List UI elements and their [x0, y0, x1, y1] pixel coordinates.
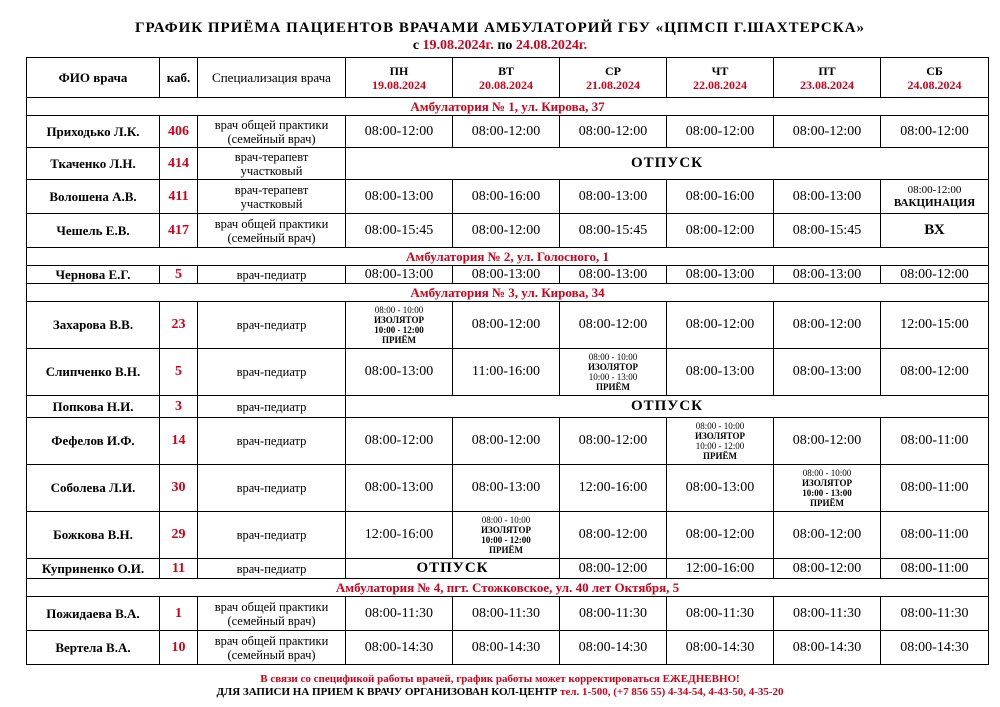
- vaccination-cell: 08:00-12:00 ВАКЦИНАЦИЯ: [881, 180, 989, 214]
- specialization: врач-педиатр: [198, 396, 346, 418]
- room-number: 30: [160, 465, 198, 512]
- time-cell: 08:00-12:00: [560, 302, 667, 349]
- table-row: [27, 349, 989, 396]
- specialization: врач-терапевт участковый: [198, 180, 346, 214]
- time-cell: 08:00-12:00: [453, 302, 560, 349]
- room-number: 414: [160, 148, 198, 180]
- doctor-name: Пожидаева В.А.: [27, 597, 160, 631]
- date-range-prefix: с: [412, 38, 420, 53]
- time-cell: 08:00-11:00: [881, 559, 989, 579]
- time-cell: 08:00-13:00: [346, 266, 453, 284]
- date-range-mid: по: [497, 38, 513, 53]
- doctor-name: Куприненко О.И.: [27, 559, 160, 579]
- room-number: 5: [160, 266, 198, 284]
- time-cell: 08:00-12:00: [881, 266, 989, 284]
- doctor-name: Божкова В.Н.: [27, 512, 160, 559]
- header-day-sat: СБ 24.08.2024: [881, 58, 989, 98]
- time-cell: 08:00-12:00: [667, 116, 774, 148]
- date-from: 19.08.2024г.: [422, 38, 494, 53]
- doctor-name: Чешель Е.В.: [27, 214, 160, 248]
- time-cell: 08:00-12:00: [774, 512, 881, 559]
- doctor-name: Соболева Л.И.: [27, 465, 160, 512]
- time-cell: 08:00-15:45: [774, 214, 881, 248]
- time-cell: 08:00-13:00: [346, 180, 453, 214]
- time-cell: 08:00-13:00: [560, 180, 667, 214]
- time-cell: 08:00-12:00: [774, 302, 881, 349]
- time-cell: 08:00-12:00: [667, 214, 774, 248]
- time-cell: 08:00-13:00: [560, 266, 667, 284]
- section-title-3: Амбулатория № 3, ул. Кирова, 34: [27, 284, 989, 302]
- room-number: 5: [160, 349, 198, 396]
- time-cell: 12:00-16:00: [560, 465, 667, 512]
- time-cell: 08:00-12:00: [774, 559, 881, 579]
- table-header-row: [27, 58, 989, 98]
- section-row: [27, 248, 989, 266]
- room-number: 417: [160, 214, 198, 248]
- table-row: [27, 465, 989, 512]
- isolator-cell: 08:00 - 10:00 ИЗОЛЯТОР 10:00 - 13:00 ПРИЁМ: [774, 465, 881, 512]
- table-row: [27, 396, 989, 418]
- call-center-label: ДЛЯ ЗАПИСИ НА ПРИЕМ К ВРАЧУ ОРГАНИЗОВАН КОЛ-ЦЕНТР: [216, 686, 558, 698]
- time-cell: 08:00-11:30: [453, 597, 560, 631]
- header-room: каб.: [160, 58, 198, 98]
- table-row: [27, 148, 989, 180]
- header-day-fri: ПТ 23.08.2024: [774, 58, 881, 98]
- schedule-table: [26, 57, 989, 665]
- call-center-phones: тел. 1-500, (+7 856 55) 4-34-54, 4-43-50, 4-35-20: [560, 686, 784, 698]
- time-cell: 08:00-13:00: [774, 180, 881, 214]
- header-spec: Специализация врача: [198, 58, 346, 98]
- time-cell: 08:00-12:00: [667, 302, 774, 349]
- table-row: [27, 559, 989, 579]
- room-number: 23: [160, 302, 198, 349]
- time-cell: 08:00-11:30: [774, 597, 881, 631]
- specialization: врач-педиатр: [198, 512, 346, 559]
- time-cell: 08:00-11:30: [881, 597, 989, 631]
- specialization: врач-педиатр: [198, 349, 346, 396]
- time-cell: 08:00-16:00: [453, 180, 560, 214]
- doctor-name: Фефелов И.Ф.: [27, 418, 160, 465]
- table-row: [27, 214, 989, 248]
- doctor-name: Чернова Е.Г.: [27, 266, 160, 284]
- time-cell: 08:00-12:00: [774, 418, 881, 465]
- schedule-note: В связи со спецификой работы врачей, график работы может корректироваться ЕЖЕДНЕВНО!: [260, 673, 740, 685]
- time-cell: 08:00-15:45: [346, 214, 453, 248]
- vacation-cell: ОТПУСК: [346, 396, 989, 418]
- time-cell: 08:00-12:00: [560, 559, 667, 579]
- time-cell: 08:00-12:00: [453, 116, 560, 148]
- time-cell: 11:00-16:00: [453, 349, 560, 396]
- specialization: врач-педиатр: [198, 418, 346, 465]
- time-cell: 08:00-14:30: [453, 631, 560, 665]
- time-cell: 12:00-16:00: [346, 512, 453, 559]
- table-row: [27, 631, 989, 665]
- isolator-cell: 08:00 - 10:00 ИЗОЛЯТОР 10:00 - 12:00 ПРИЁМ: [453, 512, 560, 559]
- room-number: 3: [160, 396, 198, 418]
- vacation-cell: ОТПУСК: [346, 559, 560, 579]
- room-number: 11: [160, 559, 198, 579]
- header-day-mon: ПН 19.08.2024: [346, 58, 453, 98]
- room-number: 406: [160, 116, 198, 148]
- section-row: [27, 284, 989, 302]
- room-number: 411: [160, 180, 198, 214]
- specialization: врач-педиатр: [198, 559, 346, 579]
- time-cell: 08:00-11:30: [560, 597, 667, 631]
- time-cell: 08:00-13:00: [667, 266, 774, 284]
- isolator-cell: 08:00 - 10:00 ИЗОЛЯТОР 10:00 - 12:00 ПРИЁМ: [346, 302, 453, 349]
- time-cell: 08:00-11:00: [881, 512, 989, 559]
- time-cell: 08:00-11:30: [667, 597, 774, 631]
- section-title-4: Амбулатория № 4, пгт. Стожковское, ул. 40 лет Октября, 5: [27, 579, 989, 597]
- time-cell: 08:00-15:45: [560, 214, 667, 248]
- table-row: [27, 180, 989, 214]
- doctor-name: Вертела В.А.: [27, 631, 160, 665]
- time-cell: 08:00-12:00: [453, 418, 560, 465]
- time-cell: 08:00-12:00: [881, 349, 989, 396]
- time-cell: 08:00-13:00: [453, 266, 560, 284]
- specialization: врач-педиатр: [198, 266, 346, 284]
- doctor-name: Ткаченко Л.Н.: [27, 148, 160, 180]
- specialization: врач общей практики (семейный врач): [198, 116, 346, 148]
- doctor-name: Попкова Н.И.: [27, 396, 160, 418]
- room-number: 29: [160, 512, 198, 559]
- time-cell: 08:00-14:30: [881, 631, 989, 665]
- day-off-cell: ВХ: [881, 214, 989, 248]
- table-row: [27, 116, 989, 148]
- section-title-2: Амбулатория № 2, ул. Голосного, 1: [27, 248, 989, 266]
- table-row: [27, 302, 989, 349]
- header-day-wed: СР 21.08.2024: [560, 58, 667, 98]
- time-cell: 08:00-11:00: [881, 418, 989, 465]
- time-cell: 08:00-14:30: [560, 631, 667, 665]
- time-cell: 08:00-12:00: [560, 418, 667, 465]
- section-row: [27, 98, 989, 116]
- doctor-name: Захарова В.В.: [27, 302, 160, 349]
- isolator-cell: 08:00 - 10:00 ИЗОЛЯТОР 10:00 - 13:00 ПРИЁМ: [560, 349, 667, 396]
- doctor-name: Приходько Л.К.: [27, 116, 160, 148]
- call-center-info: [0, 686, 1000, 698]
- time-cell: 08:00-12:00: [346, 418, 453, 465]
- vacation-cell: ОТПУСК: [346, 148, 989, 180]
- time-cell: 08:00-12:00: [667, 512, 774, 559]
- table-row: [27, 512, 989, 559]
- time-cell: 08:00-13:00: [346, 465, 453, 512]
- date-to: 24.08.2024г.: [515, 38, 588, 53]
- specialization: врач общей практики (семейный врач): [198, 597, 346, 631]
- specialization: врач-педиатр: [198, 465, 346, 512]
- doctor-name: Волошена А.В.: [27, 180, 160, 214]
- header-name: ФИО врача: [27, 58, 160, 98]
- specialization: врач общей практики (семейный врач): [198, 214, 346, 248]
- room-number: 14: [160, 418, 198, 465]
- section-row: [27, 579, 989, 597]
- time-cell: 08:00-14:30: [346, 631, 453, 665]
- room-number: 1: [160, 597, 198, 631]
- specialization: врач-терапевт участковый: [198, 148, 346, 180]
- time-cell: 08:00-13:00: [667, 349, 774, 396]
- time-cell: 08:00-16:00: [667, 180, 774, 214]
- room-number: 10: [160, 631, 198, 665]
- table-row: [27, 597, 989, 631]
- section-title-1: Амбулатория № 1, ул. Кирова, 37: [27, 98, 989, 116]
- table-row: [27, 266, 989, 284]
- time-cell: 08:00-12:00: [881, 116, 989, 148]
- doctor-name: Слипченко В.Н.: [27, 349, 160, 396]
- header-day-tue: ВТ 20.08.2024: [453, 58, 560, 98]
- time-cell: 08:00-13:00: [346, 349, 453, 396]
- isolator-cell: 08:00 - 10:00 ИЗОЛЯТОР 10:00 - 12:00 ПРИЁМ: [667, 418, 774, 465]
- time-cell: 08:00-12:00: [346, 116, 453, 148]
- time-cell: 08:00-13:00: [667, 465, 774, 512]
- table-row: [27, 418, 989, 465]
- time-cell: 08:00-12:00: [774, 116, 881, 148]
- time-cell: 08:00-14:30: [774, 631, 881, 665]
- specialization: врач общей практики (семейный врач): [198, 631, 346, 665]
- header-day-thu: ЧТ 22.08.2024: [667, 58, 774, 98]
- time-cell: 08:00-12:00: [560, 116, 667, 148]
- time-cell: 08:00-13:00: [774, 349, 881, 396]
- date-range: [0, 38, 1000, 54]
- time-cell: 12:00-16:00: [667, 559, 774, 579]
- time-cell: 08:00-14:30: [667, 631, 774, 665]
- time-cell: 08:00-11:00: [881, 465, 989, 512]
- time-cell: 08:00-11:30: [346, 597, 453, 631]
- time-cell: 08:00-12:00: [560, 512, 667, 559]
- time-cell: 08:00-13:00: [774, 266, 881, 284]
- specialization: врач-педиатр: [198, 302, 346, 349]
- time-cell: 08:00-12:00: [453, 214, 560, 248]
- time-cell: 08:00-13:00: [453, 465, 560, 512]
- page-title: ГРАФИК ПРИЁМА ПАЦИЕНТОВ ВРАЧАМИ АМБУЛАТОРИЙ ГБУ «ЦПМСП Г.ШАХТЕРСКА»: [135, 20, 865, 36]
- time-cell: 12:00-15:00: [881, 302, 989, 349]
